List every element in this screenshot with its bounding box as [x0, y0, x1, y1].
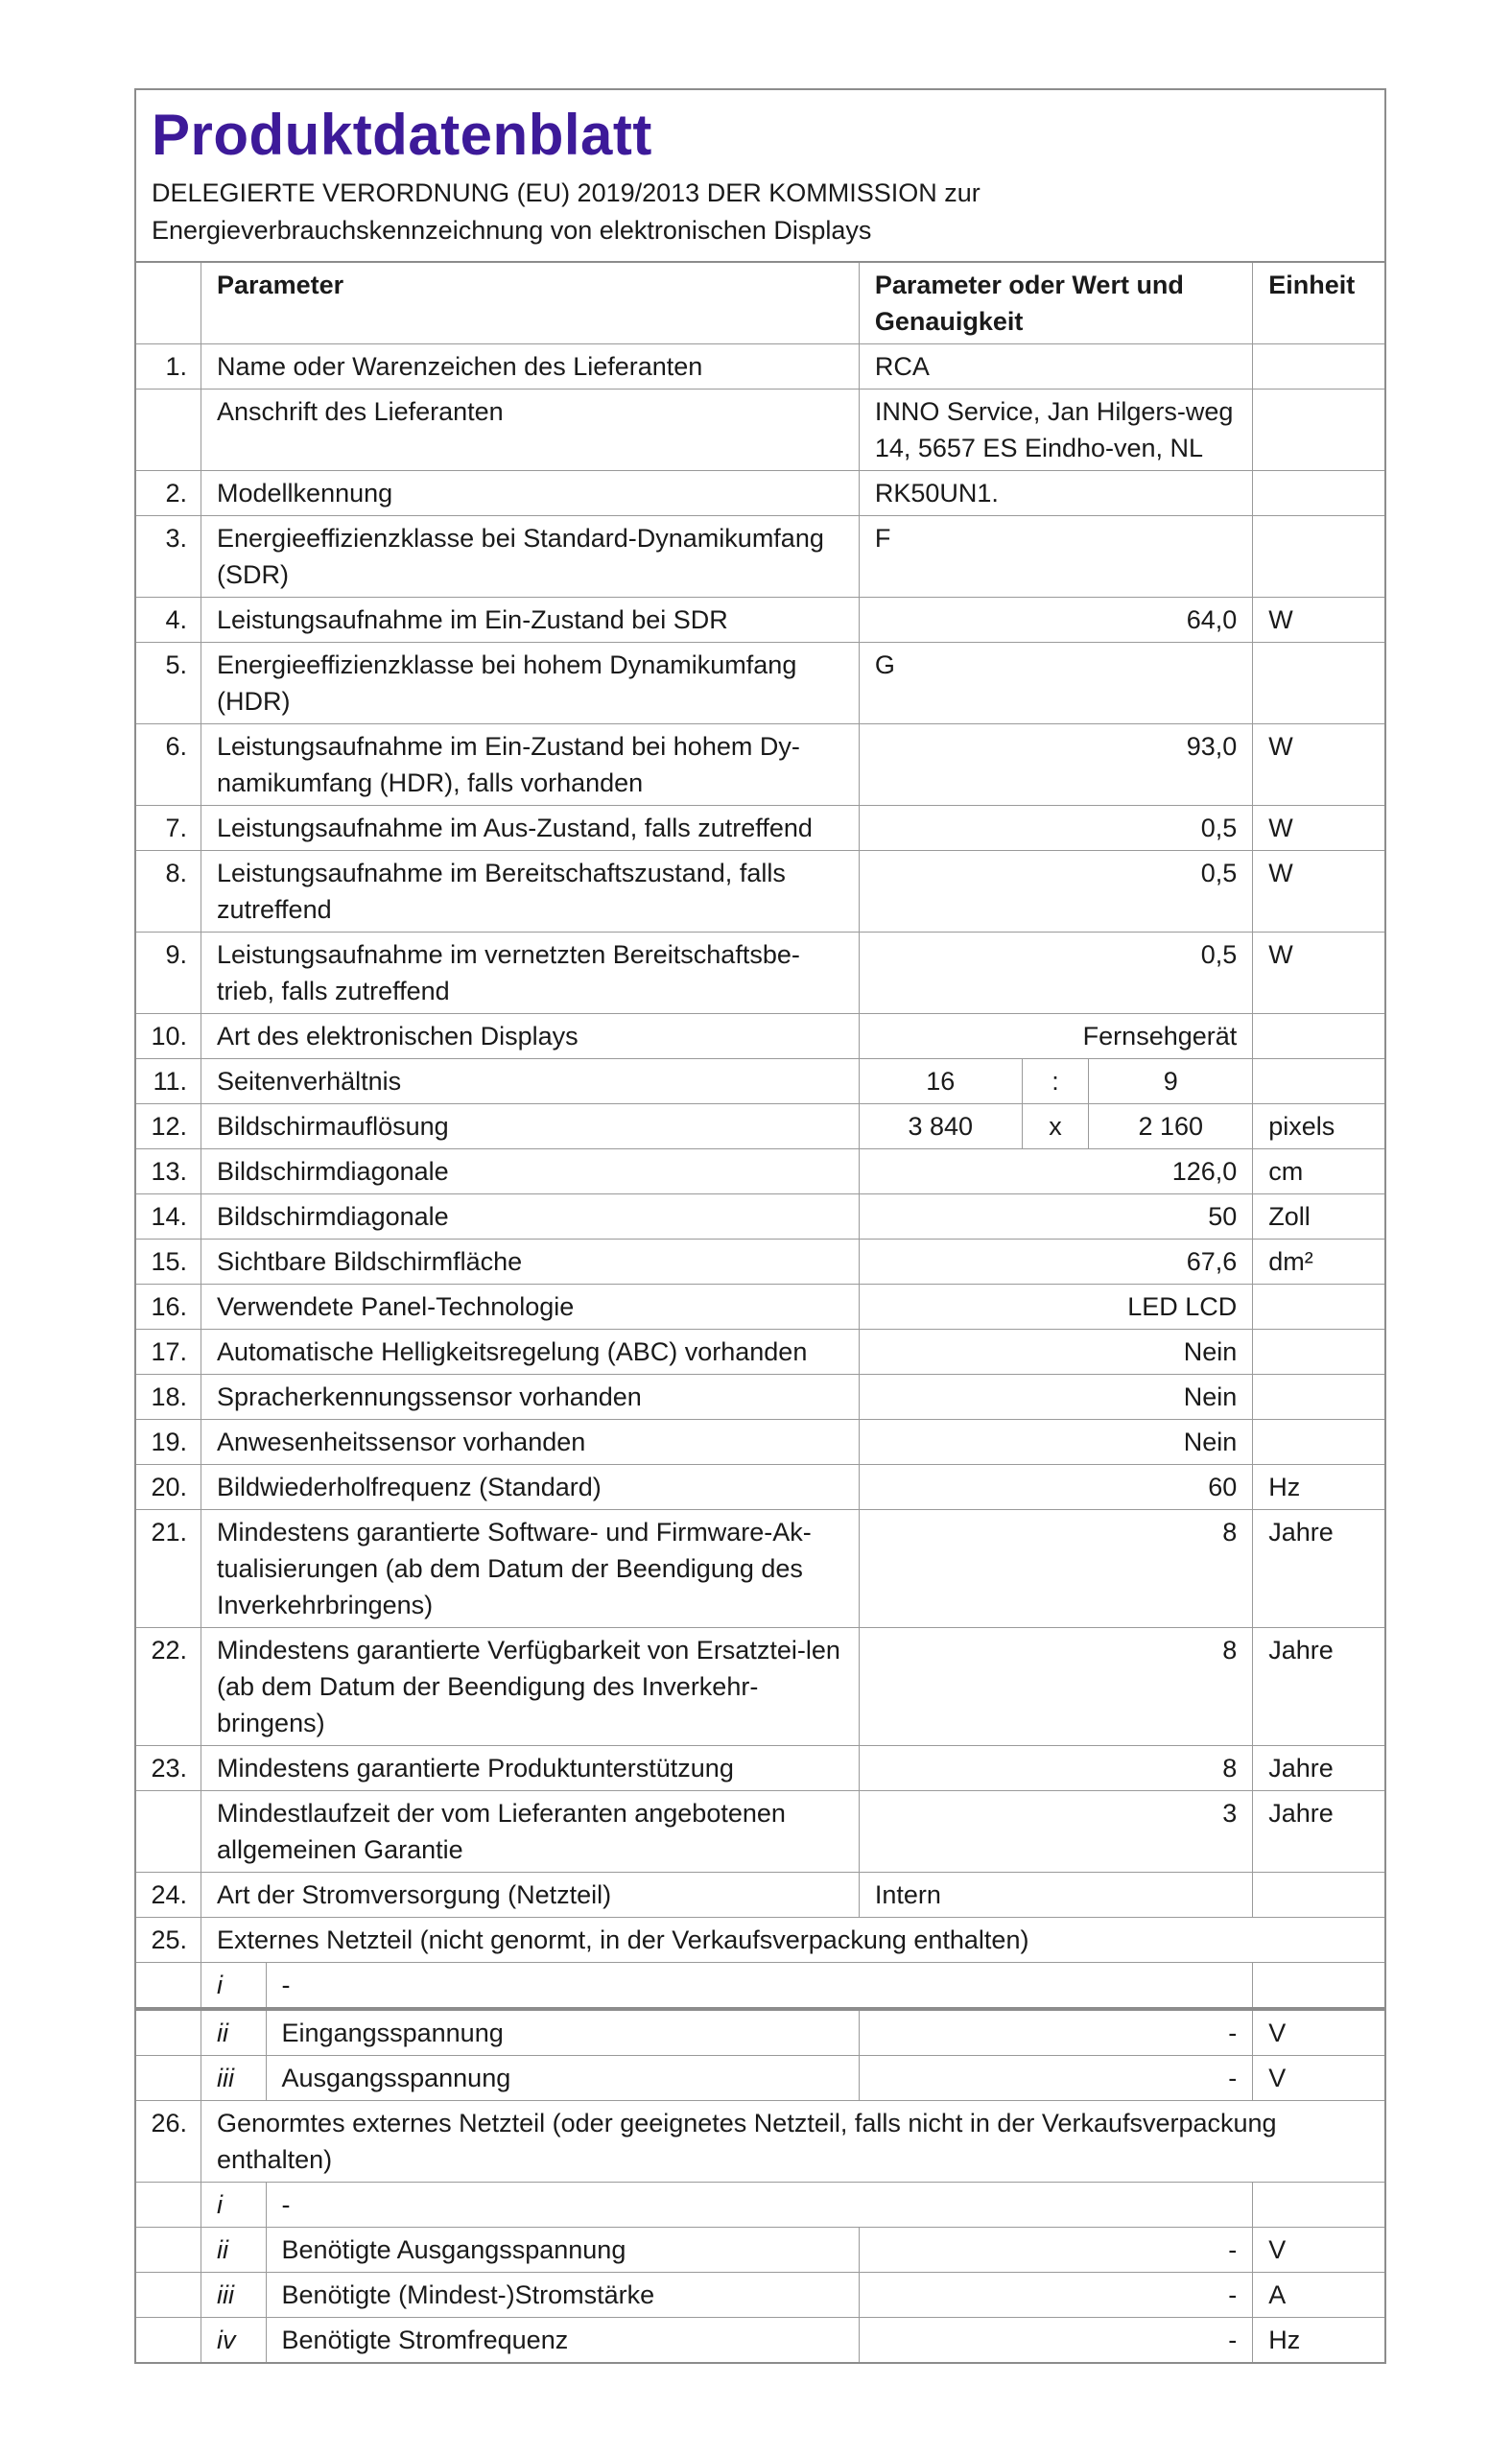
resolution-height: 2 160 [1089, 1104, 1253, 1149]
subrow-unit: V [1253, 2228, 1384, 2273]
row-unit: W [1253, 724, 1384, 806]
row-number [136, 1791, 201, 1873]
row-value: Fernsehgerät [859, 1014, 1252, 1059]
table-row [136, 1240, 1384, 1285]
table-subrow [136, 1963, 1384, 2010]
row-unit: W [1253, 933, 1384, 1014]
row-number: 24. [136, 1873, 201, 1918]
row-unit: Hz [1253, 1465, 1384, 1510]
row-unit [1253, 471, 1384, 516]
row-label: Verwendete Panel-Technologie [201, 1285, 860, 1330]
page-title: Produktdatenblatt [152, 103, 652, 167]
row-label: Modellkennung [201, 471, 860, 516]
row-number: 10. [136, 1014, 201, 1059]
table-row [136, 851, 1384, 933]
table-subrow [136, 2318, 1384, 2363]
row-unit: Jahre [1253, 1791, 1384, 1873]
row-value: 0,5 [859, 851, 1252, 933]
row-value: 0,5 [859, 933, 1252, 1014]
subrow-index: iii [201, 2056, 267, 2101]
table-row [136, 1194, 1384, 1240]
row-value: 60 [859, 1465, 1252, 1510]
row-label: Mindestens garantierte Produktunterstützung [201, 1746, 860, 1791]
row-label: Externes Netzteil (nicht genormt, in der Verkaufsverpackung enthalten) [201, 1918, 1384, 1963]
row-label: Bildschirmauflösung [201, 1104, 860, 1149]
subrow-label: Benötigte Stromfrequenz [266, 2318, 859, 2363]
row-number: 23. [136, 1746, 201, 1791]
row-unit: cm [1253, 1149, 1384, 1194]
row-unit [1253, 1330, 1384, 1375]
row-number: 17. [136, 1330, 201, 1375]
subrow-index: ii [201, 2228, 267, 2273]
row-label: Automatische Helligkeitsregelung (ABC) vorhanden [201, 1330, 860, 1375]
table-subrow [136, 2056, 1384, 2101]
row-label: Spracherkennungssensor vorhanden [201, 1375, 860, 1420]
table-row [136, 1420, 1384, 1465]
parameter-table [136, 263, 1384, 2362]
table-row [136, 1014, 1384, 1059]
row-label: Bildschirmdiagonale [201, 1149, 860, 1194]
table-row [136, 1873, 1384, 1918]
row-label: Leistungsaufnahme im Aus-Zustand, falls zutreffend [201, 806, 860, 851]
row-unit: dm² [1253, 1240, 1384, 1285]
row-unit: pixels [1253, 1104, 1384, 1149]
row-label: Energieeffizienzklasse bei hohem Dynamikumfang (HDR) [201, 643, 860, 724]
table-row [136, 598, 1384, 643]
row-unit [1253, 1873, 1384, 1918]
row-number: 21. [136, 1510, 201, 1628]
row-number: 4. [136, 598, 201, 643]
row-value: RCA [859, 344, 1252, 390]
row-value: Nein [859, 1375, 1252, 1420]
row-number: 20. [136, 1465, 201, 1510]
table-subrow [136, 2273, 1384, 2318]
aspect-ratio-separator: : [1022, 1059, 1089, 1104]
row-label: Name oder Warenzeichen des Lieferanten [201, 344, 860, 390]
row-unit: Zoll [1253, 1194, 1384, 1240]
table-row [136, 1149, 1384, 1194]
table-row [136, 344, 1384, 390]
row-label: Mindestens garantierte Software- und Firmware-Ak-tualisierungen (ab dem Datum der Beendigung des Inverkehrbringens) [201, 1510, 860, 1628]
subrow-label: Ausgangsspannung [266, 2056, 859, 2101]
row-number: 15. [136, 1240, 201, 1285]
row-unit: W [1253, 598, 1384, 643]
row-label: Anschrift des Lieferanten [201, 390, 860, 471]
table-row [136, 390, 1384, 471]
subrow-value: - [859, 2056, 1252, 2101]
row-label: Art des elektronischen Displays [201, 1014, 860, 1059]
table-row [136, 1375, 1384, 1420]
subrow-label: Eingangsspannung [266, 2009, 859, 2056]
sheet-header [136, 90, 1384, 263]
resolution-separator: x [1022, 1104, 1089, 1149]
row-number: 7. [136, 806, 201, 851]
subrow-unit: A [1253, 2273, 1384, 2318]
row-unit [1253, 1014, 1384, 1059]
row-number: 13. [136, 1149, 201, 1194]
table-row [136, 933, 1384, 1014]
table-subrow [136, 2183, 1384, 2228]
row-unit [1253, 1285, 1384, 1330]
row-unit [1253, 643, 1384, 724]
row-number: 5. [136, 643, 201, 724]
table-row [136, 2101, 1384, 2183]
row-value: F [859, 516, 1252, 598]
table-subrow [136, 2228, 1384, 2273]
row-value: 93,0 [859, 724, 1252, 806]
row-unit [1253, 1375, 1384, 1420]
row-value: 8 [859, 1628, 1252, 1746]
row-label: Art der Stromversorgung (Netzteil) [201, 1873, 860, 1918]
subrow-index: i [201, 2183, 267, 2228]
table-row [136, 1285, 1384, 1330]
subrow-value: - [859, 2009, 1252, 2056]
row-number: 16. [136, 1285, 201, 1330]
subrow-unit: V [1253, 2056, 1384, 2101]
row-value: 64,0 [859, 598, 1252, 643]
product-data-sheet [134, 88, 1386, 2364]
row-label: Leistungsaufnahme im vernetzten Bereitschaftsbe-trieb, falls zutreffend [201, 933, 860, 1014]
aspect-ratio-width: 16 [859, 1059, 1022, 1104]
row-number: 19. [136, 1420, 201, 1465]
row-number: 11. [136, 1059, 201, 1104]
row-label: Energieeffizienzklasse bei Standard-Dynamikumfang (SDR) [201, 516, 860, 598]
table-row [136, 1791, 1384, 1873]
subrow-value: - [859, 2228, 1252, 2273]
row-number: 12. [136, 1104, 201, 1149]
row-label: Sichtbare Bildschirmfläche [201, 1240, 860, 1285]
row-value: LED LCD [859, 1285, 1252, 1330]
row-label: Mindestens garantierte Verfügbarkeit von Ersatztei-len (ab dem Datum der Beendigung des Inverkehr-bringens) [201, 1628, 860, 1746]
row-unit [1253, 516, 1384, 598]
row-value: 8 [859, 1510, 1252, 1628]
row-value: 0,5 [859, 806, 1252, 851]
row-unit: Jahre [1253, 1510, 1384, 1628]
row-value: INNO Service, Jan Hilgers-weg 14, 5657 ES Eindho-ven, NL [859, 390, 1252, 471]
subrow-index: ii [201, 2009, 267, 2056]
row-label: Genormtes externes Netzteil (oder geeignetes Netzteil, falls nicht in der Verkaufsverpackung enthalten) [201, 2101, 1384, 2183]
row-number: 26. [136, 2101, 201, 2183]
row-unit: W [1253, 806, 1384, 851]
row-number: 1. [136, 344, 201, 390]
row-value: 126,0 [859, 1149, 1252, 1194]
subrow-label: Benötigte (Mindest-)Stromstärke [266, 2273, 859, 2318]
regulation-line-2: Energieverbrauchskennzeichnung von elektronischen Displays [152, 216, 872, 245]
row-label: Anwesenheitssensor vorhanden [201, 1420, 860, 1465]
row-label: Leistungsaufnahme im Ein-Zustand bei hohem Dy-namikumfang (HDR), falls vorhanden [201, 724, 860, 806]
table-row [136, 516, 1384, 598]
row-number: 6. [136, 724, 201, 806]
row-value: Nein [859, 1330, 1252, 1375]
row-unit [1253, 390, 1384, 471]
row-number: 25. [136, 1918, 201, 1963]
table-row [136, 1746, 1384, 1791]
column-header-parameter: Parameter [201, 263, 860, 344]
table-row [136, 1918, 1384, 1963]
row-number: 18. [136, 1375, 201, 1420]
row-label: Seitenverhältnis [201, 1059, 860, 1104]
table-row [136, 806, 1384, 851]
subrow-label: Benötigte Ausgangsspannung [266, 2228, 859, 2273]
row-value: G [859, 643, 1252, 724]
row-unit: Jahre [1253, 1746, 1384, 1791]
row-value: RK50UN1. [859, 471, 1252, 516]
row-number: 22. [136, 1628, 201, 1746]
row-unit [1253, 344, 1384, 390]
subrow-unit: Hz [1253, 2318, 1384, 2363]
row-label: Mindestlaufzeit der vom Lieferanten angebotenen allgemeinen Garantie [201, 1791, 860, 1873]
table-row [136, 1465, 1384, 1510]
table-row [136, 1104, 1384, 1149]
row-unit [1253, 1420, 1384, 1465]
row-value: 50 [859, 1194, 1252, 1240]
subrow-label: - [266, 1963, 1253, 2010]
row-value: 8 [859, 1746, 1252, 1791]
table-subrow [136, 2009, 1384, 2056]
row-value: 67,6 [859, 1240, 1252, 1285]
table-row [136, 1628, 1384, 1746]
row-label: Bildwiederholfrequenz (Standard) [201, 1465, 860, 1510]
subrow-index: i [201, 1963, 267, 2010]
subrow-value: - [859, 2318, 1252, 2363]
row-number: 2. [136, 471, 201, 516]
table-row [136, 1510, 1384, 1628]
subrow-label: - [266, 2183, 1253, 2228]
table-row [136, 1330, 1384, 1375]
row-label: Leistungsaufnahme im Bereitschaftszustand, falls zutreffend [201, 851, 860, 933]
table-row [136, 1059, 1384, 1104]
row-unit [1253, 1059, 1384, 1104]
table-row [136, 724, 1384, 806]
subrow-unit: V [1253, 2009, 1384, 2056]
row-number: 14. [136, 1194, 201, 1240]
subrow-index: iii [201, 2273, 267, 2318]
row-value: 3 [859, 1791, 1252, 1873]
row-number [136, 390, 201, 471]
table-row [136, 471, 1384, 516]
column-header-unit: Einheit [1253, 263, 1384, 344]
regulation-line-1: DELEGIERTE VERORDNUNG (EU) 2019/2013 DER KOMMISSION zur [152, 178, 980, 207]
row-unit: Jahre [1253, 1628, 1384, 1746]
row-value: Nein [859, 1420, 1252, 1465]
row-value: Intern [859, 1873, 1252, 1918]
row-number: 9. [136, 933, 201, 1014]
aspect-ratio-height: 9 [1089, 1059, 1253, 1104]
row-number: 3. [136, 516, 201, 598]
resolution-width: 3 840 [859, 1104, 1022, 1149]
subrow-index: iv [201, 2318, 267, 2363]
row-label: Bildschirmdiagonale [201, 1194, 860, 1240]
row-unit: W [1253, 851, 1384, 933]
table-header-row [136, 263, 1384, 344]
table-row [136, 643, 1384, 724]
row-label: Leistungsaufnahme im Ein-Zustand bei SDR [201, 598, 860, 643]
subrow-value: - [859, 2273, 1252, 2318]
row-number: 8. [136, 851, 201, 933]
column-header-value: Parameter oder Wert und Genauigkeit [859, 263, 1252, 344]
